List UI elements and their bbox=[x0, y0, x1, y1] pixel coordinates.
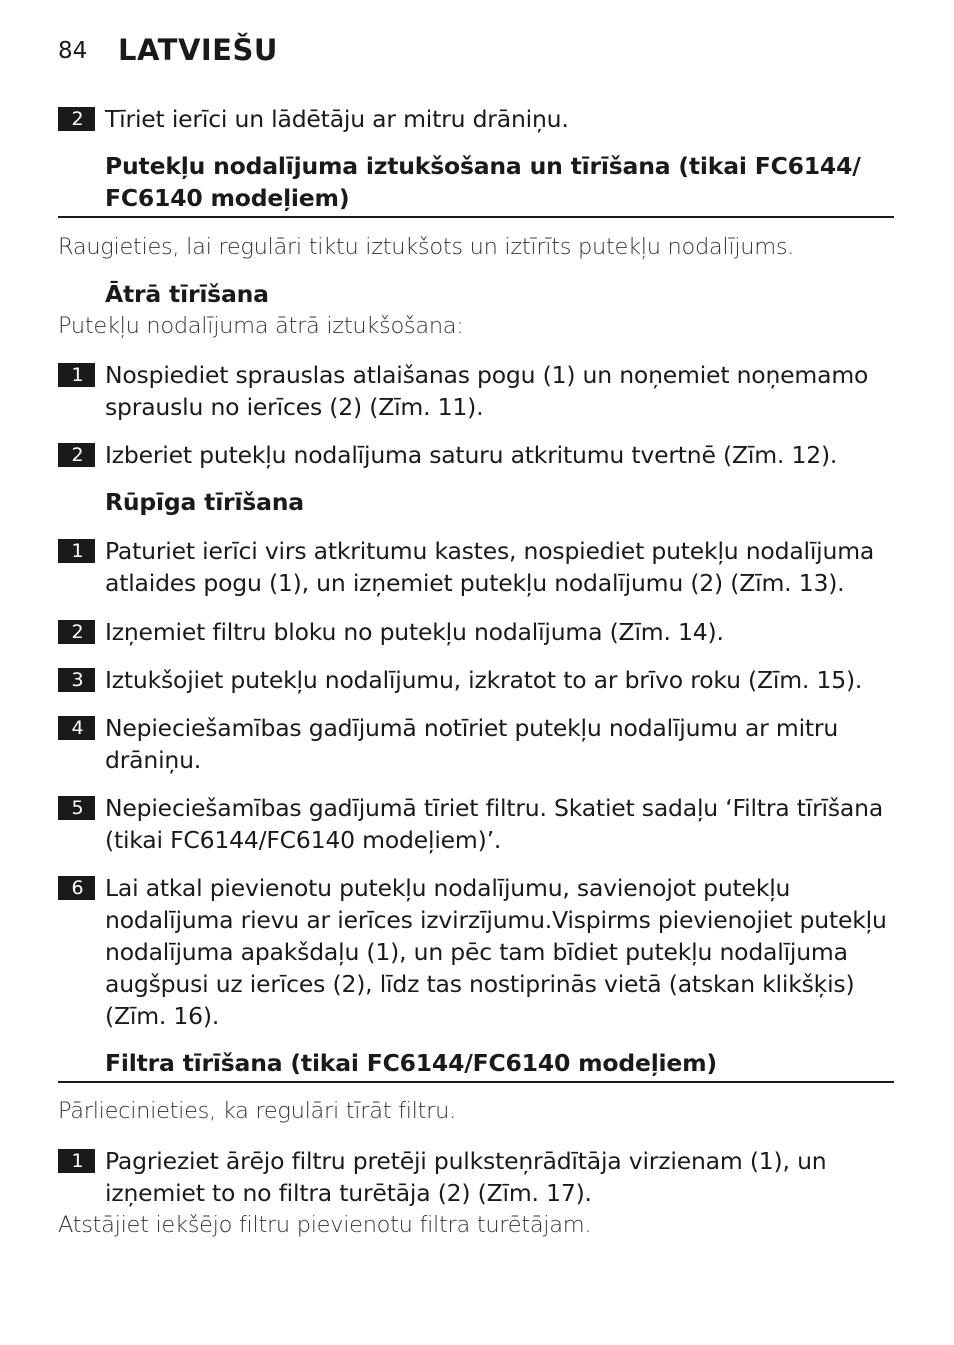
step-number-badge: 5 bbox=[58, 796, 95, 820]
section-divider bbox=[58, 1081, 894, 1083]
step-text: Tīriet ierīci un lādētāju ar mitru drāniņu. bbox=[105, 105, 569, 133]
language-heading: LATVIEŠU bbox=[118, 33, 278, 67]
step-number-badge: 2 bbox=[58, 620, 95, 644]
step-text: Nospiediet sprauslas atlaišanas pogu (1) un noņemiet noņemamo sprauslu no ierīces (2) (Zīm. 11). bbox=[105, 361, 869, 421]
step-text: Izņemiet filtru bloku no putekļu nodalījuma (Zīm. 14). bbox=[105, 618, 724, 646]
step-number-badge: 1 bbox=[58, 1149, 95, 1173]
step-number-badge: 1 bbox=[58, 363, 95, 387]
subheading-quick-cleaning: Ātrā tīrīšana bbox=[105, 280, 269, 308]
section-heading-filter-cleaning: Filtra tīrīšana (tikai FC6144/FC6140 modeļiem) bbox=[105, 1049, 717, 1077]
step-text: Paturiet ierīci virs atkritumu kastes, nospiediet putekļu nodalījuma atlaides pogu (1), un izņemiet putekļu nodalījumu (2) (Zīm. 13). bbox=[105, 537, 875, 597]
subheading-thorough-cleaning: Rūpīga tīrīšana bbox=[105, 488, 304, 516]
section-intro: Pārliecinieties, ka regulāri tīrāt filtru. bbox=[58, 1098, 456, 1124]
section-divider bbox=[58, 216, 894, 218]
section-intro: Raugieties, lai regulāri tiktu iztukšots un iztīrīts putekļu nodalījums. bbox=[58, 234, 795, 260]
page-number: 84 bbox=[58, 38, 88, 64]
section-note: Atstājiet iekšējo filtru pievienotu filtra turētājam. bbox=[58, 1212, 592, 1238]
step-text: Lai atkal pievienotu putekļu nodalījumu, savienojot putekļu nodalījuma rievu ar ierīces izvirzījumu.Vispirms pievienojiet putekļu nodalījuma apakšdaļu (1), un pēc tam bīdiet putekļu nodalījuma augšpusi uz ierīces (2), līdz tas nostiprinās vietā (atskan klikšķis) (Zīm. 16). bbox=[105, 874, 887, 1030]
subsection-intro: Putekļu nodalījuma ātrā iztukšošana: bbox=[58, 313, 464, 339]
step-text: Izberiet putekļu nodalījuma saturu atkritumu tvertnē (Zīm. 12). bbox=[105, 441, 838, 469]
step-text: Nepieciešamības gadījumā notīriet putekļu nodalījumu ar mitru drāniņu. bbox=[105, 714, 839, 774]
step-text: Nepieciešamības gadījumā tīriet filtru. Skatiet sadaļu ‘Filtra tīrīšana (tikai FC6144/FC6140 modeļiem)’. bbox=[105, 794, 884, 854]
step-number-badge: 3 bbox=[58, 668, 95, 692]
step-text: Iztukšojiet putekļu nodalījumu, izkratot to ar brīvo roku (Zīm. 15). bbox=[105, 666, 863, 694]
step-text: Pagrieziet ārējo filtru pretēji pulksteņrādītāja virzienam (1), un izņemiet to no filtra turētāja (2) (Zīm. 17). bbox=[105, 1147, 827, 1207]
step-number-badge: 2 bbox=[58, 443, 95, 467]
step-number-badge: 4 bbox=[58, 716, 95, 740]
section-heading-dust-container: Putekļu nodalījuma iztukšošana un tīrīšana (tikai FC6144/ FC6140 modeļiem) bbox=[105, 152, 861, 212]
step-number-badge: 1 bbox=[58, 539, 95, 563]
step-number-badge: 6 bbox=[58, 876, 95, 900]
step-number-badge: 2 bbox=[58, 107, 95, 131]
